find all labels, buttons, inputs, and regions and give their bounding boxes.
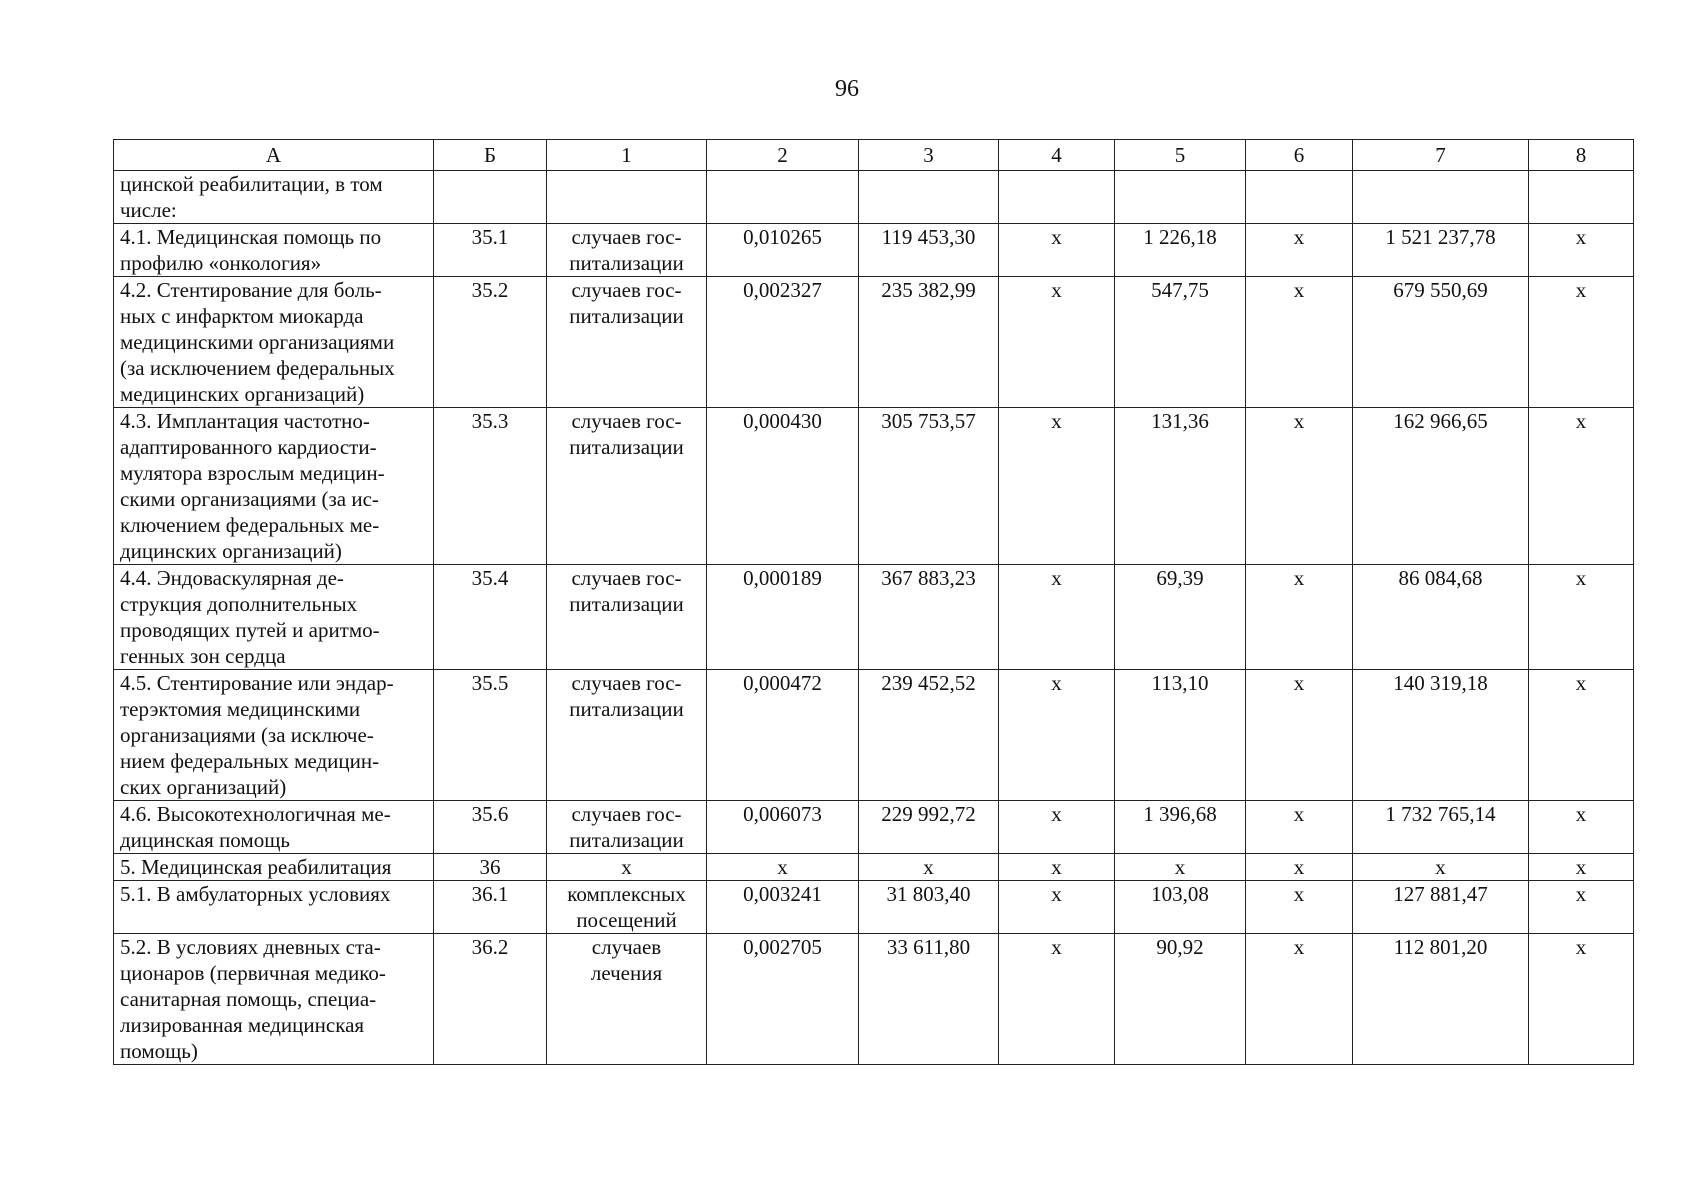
header-cell: 3 [859,140,999,171]
row-col3-cell: 33 611,80 [859,934,999,1065]
row-col6-cell: х [1246,801,1353,854]
table-row [114,277,1634,408]
row-col3-cell: 235 382,99 [859,277,999,408]
row-unit-cell: случаев гос- питализации [547,670,707,801]
row-col3-cell: 239 452,52 [859,670,999,801]
row-code-cell: 35.2 [434,277,547,408]
row-col8-cell: х [1529,565,1634,670]
row-col6-cell: х [1246,408,1353,565]
data-table [113,139,1634,1065]
row-code-cell: 35.1 [434,224,547,277]
row-code-cell [434,171,547,224]
row-col6-cell: х [1246,277,1353,408]
row-col2-cell [707,171,859,224]
table-row [114,670,1634,801]
page-number: 96 [835,76,859,102]
row-name-cell: 4.3. Имплантация частотно- адаптированного кардиости- мулятора взрослым медицин- скими организациями (за ис- ключением федеральных ме- дицинских организаций) [114,408,434,565]
header-cell: А [114,140,434,171]
row-col6-cell: х [1246,565,1353,670]
row-col5-cell: 547,75 [1115,277,1246,408]
header-cell: 6 [1246,140,1353,171]
table-row [114,224,1634,277]
row-name-cell: цинской реабилитации, в том числе: [114,171,434,224]
row-code-cell: 35.4 [434,565,547,670]
row-col7-cell: 1 732 765,14 [1353,801,1529,854]
row-col5-cell: 1 226,18 [1115,224,1246,277]
row-col5-cell: 113,10 [1115,670,1246,801]
row-col2-cell: 0,002705 [707,934,859,1065]
table-row [114,408,1634,565]
row-col7-cell: 162 966,65 [1353,408,1529,565]
row-col3-cell [859,171,999,224]
row-unit-cell: х [547,854,707,881]
row-name-cell: 4.6. Высокотехнологичная ме- дицинская помощь [114,801,434,854]
row-col5-cell [1115,171,1246,224]
row-unit-cell [547,171,707,224]
row-col7-cell [1353,171,1529,224]
row-col4-cell: х [999,934,1115,1065]
row-col4-cell [999,171,1115,224]
row-unit-cell: случаев гос- питализации [547,565,707,670]
row-col3-cell: х [859,854,999,881]
row-col2-cell: 0,002327 [707,277,859,408]
row-col4-cell: х [999,408,1115,565]
row-code-cell: 36.2 [434,934,547,1065]
row-col2-cell: 0,000472 [707,670,859,801]
row-col5-cell: 90,92 [1115,934,1246,1065]
row-col6-cell: х [1246,934,1353,1065]
row-col3-cell: 367 883,23 [859,565,999,670]
row-name-cell: 4.4. Эндоваскулярная де- струкция дополнительных проводящих путей и аритмо- генных зон сердца [114,565,434,670]
row-unit-cell: случаев гос- питализации [547,224,707,277]
row-col3-cell: 305 753,57 [859,408,999,565]
table-row [114,171,1634,224]
header-cell: 4 [999,140,1115,171]
row-col8-cell: х [1529,854,1634,881]
row-col7-cell: 1 521 237,78 [1353,224,1529,277]
table-row [114,881,1634,934]
row-col6-cell: х [1246,670,1353,801]
header-cell: Б [434,140,547,171]
row-col8-cell: х [1529,277,1634,408]
row-col2-cell: 0,000430 [707,408,859,565]
row-col8-cell: х [1529,670,1634,801]
row-col3-cell: 229 992,72 [859,801,999,854]
row-unit-cell: случаев гос- питализации [547,408,707,565]
row-col5-cell: 103,08 [1115,881,1246,934]
row-col4-cell: х [999,801,1115,854]
header-cell: 7 [1353,140,1529,171]
row-col7-cell: 140 319,18 [1353,670,1529,801]
row-code-cell: 35.5 [434,670,547,801]
table-row [114,801,1634,854]
row-col8-cell [1529,171,1634,224]
row-col5-cell: 1 396,68 [1115,801,1246,854]
row-unit-cell: случаев лечения [547,934,707,1065]
row-name-cell: 4.5. Стентирование или эндар- терэктомия медицинскими организациями (за исключе- нием федеральных медицин- ских организаций) [114,670,434,801]
row-unit-cell: случаев гос- питализации [547,277,707,408]
header-cell: 2 [707,140,859,171]
row-col2-cell: х [707,854,859,881]
table-row [114,565,1634,670]
row-col6-cell: х [1246,854,1353,881]
row-col8-cell: х [1529,934,1634,1065]
header-cell: 8 [1529,140,1634,171]
row-col4-cell: х [999,565,1115,670]
row-col4-cell: х [999,854,1115,881]
row-col4-cell: х [999,277,1115,408]
row-col8-cell: х [1529,408,1634,565]
row-code-cell: 35.3 [434,408,547,565]
row-col8-cell: х [1529,881,1634,934]
row-col3-cell: 119 453,30 [859,224,999,277]
row-col7-cell: 112 801,20 [1353,934,1529,1065]
row-unit-cell: комплексных посещений [547,881,707,934]
row-col7-cell: 679 550,69 [1353,277,1529,408]
row-col2-cell: 0,006073 [707,801,859,854]
row-col2-cell: 0,003241 [707,881,859,934]
table-row [114,854,1634,881]
row-code-cell: 35.6 [434,801,547,854]
row-name-cell: 5. Медицинская реабилитация [114,854,434,881]
row-code-cell: 36 [434,854,547,881]
row-name-cell: 5.1. В амбулаторных условиях [114,881,434,934]
row-name-cell: 5.2. В условиях дневных ста- ционаров (первичная медико- санитарная помощь, специа- лизированная медицинская помощь) [114,934,434,1065]
table-header-row [114,140,1634,171]
row-col5-cell: х [1115,854,1246,881]
row-col4-cell: х [999,224,1115,277]
row-col8-cell: х [1529,801,1634,854]
row-col7-cell: 86 084,68 [1353,565,1529,670]
row-code-cell: 36.1 [434,881,547,934]
row-col6-cell [1246,171,1353,224]
header-cell: 5 [1115,140,1246,171]
row-unit-cell: случаев гос- питализации [547,801,707,854]
row-name-cell: 4.1. Медицинская помощь по профилю «онкология» [114,224,434,277]
row-col4-cell: х [999,670,1115,801]
row-col6-cell: х [1246,881,1353,934]
row-col7-cell: 127 881,47 [1353,881,1529,934]
row-col5-cell: 69,39 [1115,565,1246,670]
row-col2-cell: 0,010265 [707,224,859,277]
header-cell: 1 [547,140,707,171]
row-col7-cell: х [1353,854,1529,881]
row-col4-cell: х [999,881,1115,934]
row-col6-cell: х [1246,224,1353,277]
row-col2-cell: 0,000189 [707,565,859,670]
row-name-cell: 4.2. Стентирование для боль- ных с инфарктом миокарда медицинскими организациями (за исключением федеральных медицинских организаций) [114,277,434,408]
row-col8-cell: х [1529,224,1634,277]
row-col5-cell: 131,36 [1115,408,1246,565]
row-col3-cell: 31 803,40 [859,881,999,934]
table-row [114,934,1634,1065]
